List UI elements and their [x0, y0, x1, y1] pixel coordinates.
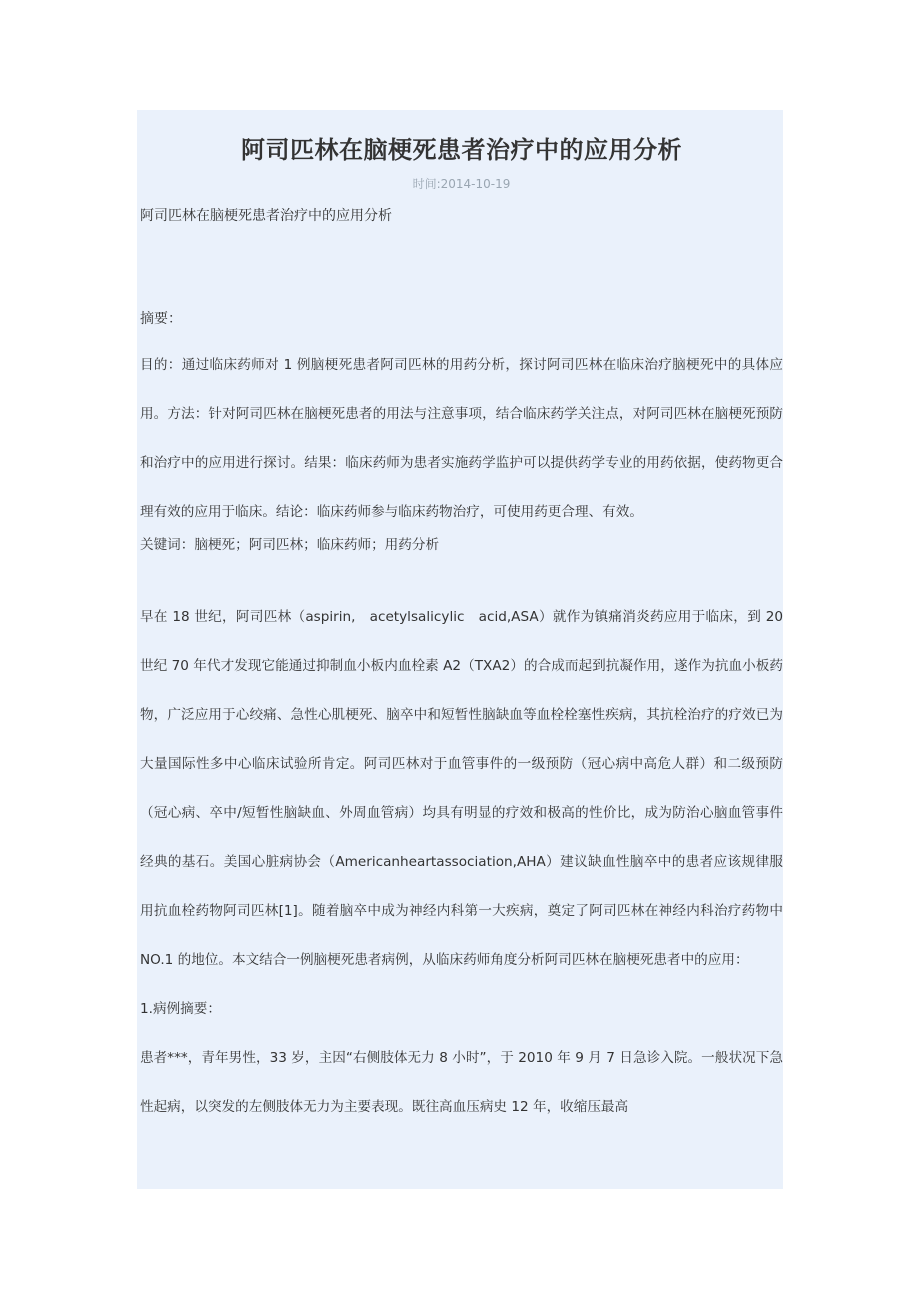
article-title: 阿司匹林在脑梗死患者治疗中的应用分析 [241, 136, 682, 164]
case-paragraph: 患者***，青年男性，33 岁，主因“右侧肢体无力 8 小时”，于 2010 年 9 月 7 日急诊入院。一般状况下急性起病，以突发的左侧肢体无力为主要表现。既往高血压病史 12 年，收缩压最高 [140, 1050, 783, 1115]
publish-time: 时间:2014-10-19 [412, 177, 511, 191]
abstract-label: 摘要： [140, 311, 182, 327]
keywords: 关键词：脑梗死；阿司匹林；临床药师；用药分析 [140, 537, 440, 553]
section-heading-case: 1.病例摘要： [140, 1001, 221, 1017]
article-subtitle: 阿司匹林在脑梗死患者治疗中的应用分析 [140, 208, 392, 224]
article-panel [137, 110, 783, 1189]
abstract-text: 目的：通过临床药师对 1 例脑梗死患者阿司匹林的用药分析，探讨阿司匹林在临床治疗脑梗死中的具体应用。方法：针对阿司匹林在脑梗死患者的用法与注意事项，结合临床药学关注点，对阿司匹林在脑梗死预防和治疗中的应用进行探讨。结果：临床药师为患者实施药学监护可以提供药学专业的用药依据，使药物更合理有效的应用于临床。结论：临床药师参与临床药物治疗，可使用药更合理、有效。 [140, 357, 783, 520]
intro-paragraph: 早在 18 世纪，阿司匹林（aspirin, acetylsalicylic acid,ASA）就作为镇痛消炎药应用于临床，到 20 世纪 70 年代才发现它能通过抑制血小板内血栓素 A2（TXA2）的合成而起到抗凝作用，遂作为抗血小板药物，广泛应用于心绞痛、急性心肌梗死、脑卒中和短暂性脑缺血等血栓栓塞性疾病，其抗栓治疗的疗效已为大量国际性多中心临床试验所肯定。阿司匹林对于血管事件的一级预防（冠心病中高危人群）和二级预防（冠心病、卒中/短暂性脑缺血、外周血管病）均具有明显的疗效和极高的性价比，成为防治心脑血管事件经典的基石。美国心脏病协会（Americanheartassociation,AHA）建议缺血性脑卒中的患者应该规律服用抗血栓药物阿司匹林[1]。随着脑卒中成为神经内科第一大疾病，奠定了阿司匹林在神经内科治疗药物中 NO.1 的地位。本文结合一例脑梗死患者病例，从临床药师角度分析阿司匹林在脑梗死患者中的应用： [140, 609, 783, 968]
